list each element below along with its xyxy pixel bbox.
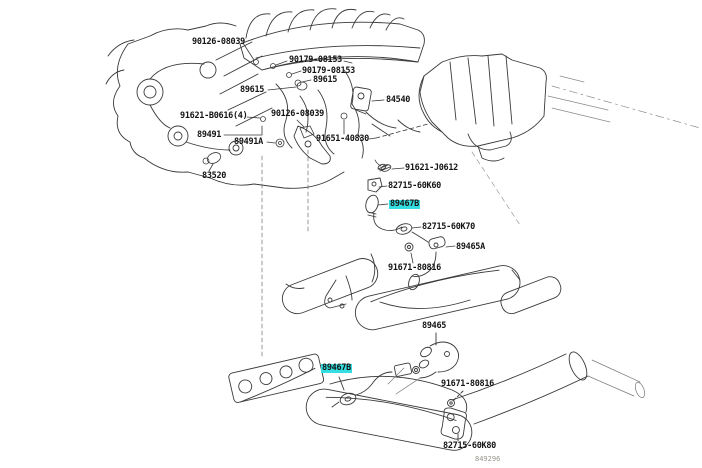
engine-illustration [106,9,424,189]
bracket-icon [440,407,467,440]
part-label-91651-40830[interactable]: 91651-40830 [316,134,369,144]
bracket-icon [368,178,382,192]
part-label-89615-right[interactable]: 89615 [313,75,338,85]
oxygen-sensor-icon [364,194,380,214]
construction-lines [262,150,308,356]
part-label-83520[interactable]: 83520 [202,171,227,181]
part-label-89465[interactable]: 89465 [422,321,447,331]
transmission-illustration [419,54,700,225]
sensor-pigtail-icon [430,342,459,372]
drawing-number: 849296 [475,455,501,463]
bolt-icon [405,243,413,251]
part-label-91671-80816-front[interactable]: 91671-80816 [388,263,441,273]
part-label-84540[interactable]: 84540 [386,95,411,105]
part-label-82715-60k80[interactable]: 82715-60K80 [443,441,496,451]
part-label-90179-08153-lower[interactable]: 90179-08153 [302,66,355,76]
part-label-89465a[interactable]: 89465A [456,242,485,252]
part-label-91621-j0612[interactable]: 91621-J0612 [405,163,458,173]
bolt-icon [448,400,455,407]
oxygen-sensor-icon [339,391,358,406]
part-label-89615-left[interactable]: 89615 [240,85,265,95]
part-label-89467b-rear[interactable]: 89467B [322,363,351,373]
part-label-89467b-front[interactable]: 89467B [390,199,419,209]
part-label-90126-08039-top[interactable]: 90126-08039 [192,37,245,47]
part-label-82715-60k60[interactable]: 82715-60K60 [388,181,441,191]
part-label-90126-08039-mid[interactable]: 90126-08039 [271,109,324,119]
part-label-91671-80816-rear[interactable]: 91671-80816 [441,379,494,389]
manifold-illustration [228,349,646,453]
part-label-90179-08153-upper[interactable]: 90179-08153 [289,55,342,65]
part-label-89491[interactable]: 89491 [197,130,222,140]
part-label-82715-60k70[interactable]: 82715-60K70 [422,222,475,232]
part-label-91621-b0616[interactable]: 91621-B0616(4) [180,111,248,121]
part-label-89491a[interactable]: 89491A [234,137,263,147]
